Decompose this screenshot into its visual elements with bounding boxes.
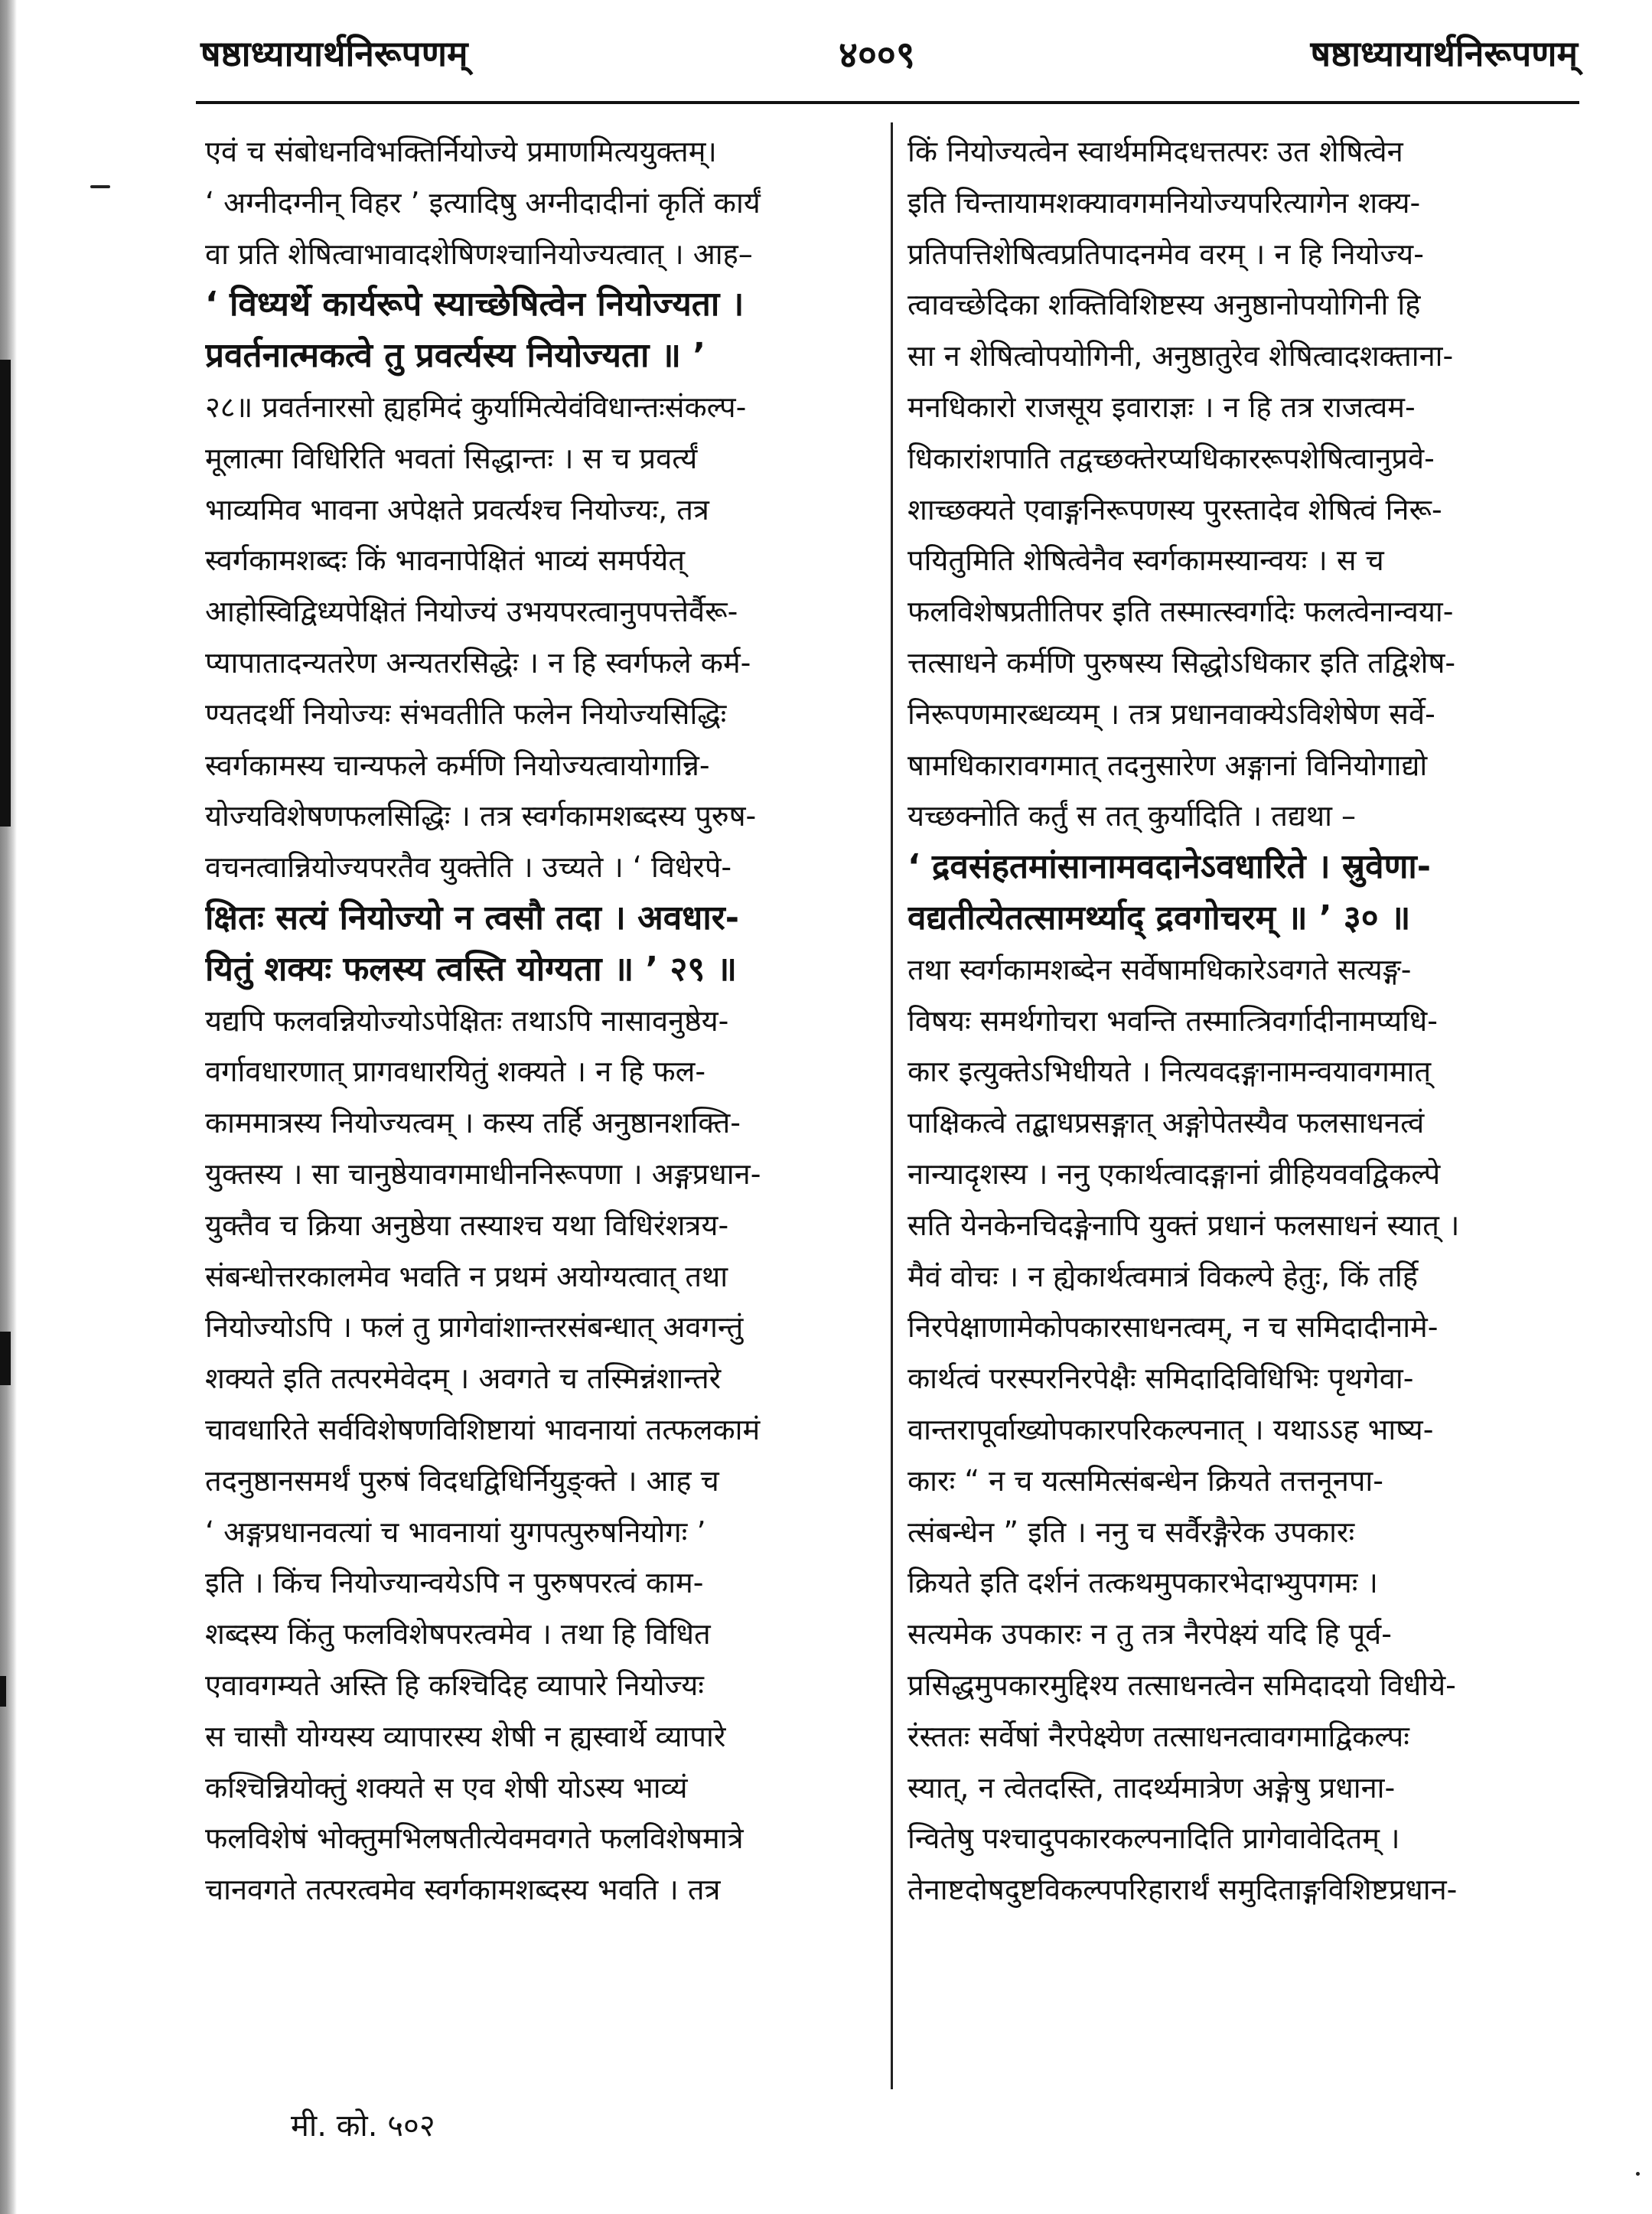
text-line: कश्चिन्नियोक्तुं शक्यते स एव शेषी योऽस्य भाव्यं bbox=[205, 1770, 688, 1805]
text-line: धिकारांशपाति तद्वच्छक्तेरप्यधिकाररूपशेषित्वानुप्रवे- bbox=[907, 441, 1435, 475]
text-line: विषयः समर्थगोचरा भवन्ति तस्मात्त्रिवर्गादीनामप्यधि- bbox=[907, 1003, 1438, 1038]
text-line: शब्दस्य किंतु फलविशेषपरत्वमेव । तथा हि विधित bbox=[205, 1617, 711, 1652]
text-line: क्षितः सत्यं नियोज्यो न त्वसौ तदा । अवधार- bbox=[205, 898, 739, 937]
text-line: संबन्धोत्तरकालमेव भवति न प्रथमं अयोग्यत्वात् तथा bbox=[205, 1259, 728, 1293]
text-line: त्वावच्छेदिका शक्तिविशिष्टस्य अनुष्ठानोपयोगिनी हि bbox=[907, 288, 1421, 322]
text-line: वचनत्वान्नियोज्यपरतैव युक्तेति । उच्यते । ‘ विधेरपे- bbox=[205, 850, 732, 885]
text-line: सा न शेषित्वोपयोगिनी, अनुष्ठातुरेव शेषित्वादशक्ताना- bbox=[907, 339, 1454, 373]
header-title-right: षष्ठाध्यायार्थनिरूपणम् bbox=[1310, 33, 1578, 74]
text-line: मूलात्मा विधिरिति भवतां सिद्धान्तः । स च प्रवर्त्यं bbox=[205, 441, 698, 475]
text-line: भाव्यमिव भावना अपेक्षते प्रवर्त्यश्च नियोज्यः, तत्र bbox=[205, 492, 709, 527]
text-line: शाच्छक्यते एवाङ्गनिरूपणस्य पुरस्तादेव शेषित्वं निरू- bbox=[907, 492, 1442, 527]
text-line: ‘ द्रवसंहतमांसानामवदानेऽवधारिते । स्रुवेणा- bbox=[907, 847, 1432, 887]
header-title-left: षष्ठाध्यायार्थनिरूपणम् bbox=[200, 33, 468, 74]
text-line: युक्तैव च क्रिया अनुष्ठेया तस्याश्च यथा विधिरंशत्रय- bbox=[205, 1208, 729, 1242]
footer-signature: मी. को. ५०२ bbox=[291, 2108, 435, 2144]
text-line: वद्यतीत्येतत्सामर्थ्याद् द्रवगोचरम् ॥ ’ ३० ॥ bbox=[907, 898, 1411, 937]
binding-shadow bbox=[0, 0, 17, 2214]
text-line: वान्तरापूर्वाख्योपकारपरिकल्पनात् । यथाऽऽह भाष्य- bbox=[907, 1412, 1434, 1446]
text-line: इति चिन्तायामशक्यावगमनियोज्यपरित्यागेन शक्य- bbox=[907, 185, 1421, 220]
text-line: त्तत्साधने कर्मणि पुरुषस्य सिद्धोऽधिकार इति तद्विशेष- bbox=[907, 645, 1456, 680]
text-line: आहोस्विद्विध्यपेक्षितं नियोज्यं उभयपरत्वानुपपत्तेर्वैरू- bbox=[205, 595, 738, 629]
text-line: क्रियते इति दर्शनं तत्कथमुपकारभेदाभ्युपगमः । bbox=[907, 1566, 1378, 1600]
text-line: काममात्रस्य नियोज्यत्वम् । कस्य तर्हि अनुष्ठानशक्ति- bbox=[205, 1106, 741, 1140]
text-line: शक्यते इति तत्परमेवेदम् । अवगते च तस्मिन्नंशान्तरे bbox=[205, 1361, 722, 1396]
column-divider bbox=[891, 122, 893, 2089]
scan-speck bbox=[90, 185, 110, 188]
header-rule bbox=[196, 101, 1579, 104]
text-line: पयितुमिति शेषित्वेनैव स्वर्गकामस्यान्वयः । स च bbox=[907, 543, 1384, 578]
text-line: सति येनकेनचिदङ्गेनापि युक्तं प्रधानं फलसाधनं स्यात् । bbox=[907, 1208, 1460, 1242]
text-line: योज्यविशेषणफलसिद्धिः । तत्र स्वर्गकामशब्दस्य पुरुष- bbox=[205, 799, 757, 833]
text-line: कारः “ न च यत्समित्संबन्धेन क्रियते तत्तनूनपा- bbox=[907, 1463, 1383, 1498]
left-column bbox=[205, 126, 869, 1916]
running-header bbox=[200, 29, 1578, 90]
text-line: स्वर्गकामस्य चान्यफले कर्मणि नियोज्यत्वायोगान्नि- bbox=[205, 748, 710, 782]
text-line: ‘ अग्नीदग्नीन् विहर ’ इत्यादिषु अग्नीदादीनां कृतिं कार्यं bbox=[205, 185, 761, 220]
text-line: निरूपणमारब्धव्यम् । तत्र प्रधानवाक्येऽविशेषेण सर्वे- bbox=[907, 696, 1435, 731]
text-line: कार्थत्वं परस्परनिरपेक्षैः समिदादिविधिभिः पृथगेवा- bbox=[907, 1361, 1414, 1396]
text-line: वर्गावधारणात् प्रागवधारयितुं शक्यते । न हि फल- bbox=[205, 1055, 706, 1089]
text-line: फलविशेषं भोक्तुमभिलषतीत्येवमवगते फलविशेषमात्रे bbox=[205, 1821, 744, 1856]
binding-mark bbox=[0, 1676, 6, 1707]
text-line: चावधारिते सर्वविशेषणविशिष्टायां भावनायां तत्फलकामं bbox=[205, 1412, 761, 1446]
text-line: मैवं वोचः । न ह्येकार्थत्वमात्रं विकल्पे हेतुः, किं तर्हि bbox=[907, 1259, 1419, 1293]
text-line: यद्यपि फलवन्नियोज्योऽपेक्षितः तथाऽपि नासावनुष्ठेय- bbox=[205, 1003, 729, 1038]
text-line: नियोज्योऽपि । फलं तु प्रागेवांशान्तरसंबन्धात् अवगन्तुं bbox=[205, 1310, 744, 1345]
text-line: युक्तस्य । सा चानुष्ठेयावगमाधीननिरूपणा । अङ्गप्रधान- bbox=[205, 1156, 761, 1191]
binding-mark bbox=[0, 360, 11, 827]
text-line: मनधिकारो राजसूय इवाराज्ञः । न हि तत्र राजत्वम- bbox=[907, 390, 1416, 424]
text-line: तदनुष्ठानसमर्थं पुरुषं विदधद्विधिर्नियुङ्क्ते । आह च bbox=[205, 1463, 719, 1498]
page-number: ४००९ bbox=[839, 34, 915, 77]
text-line: स्वर्गकामशब्दः किं भावनापेक्षितं भाव्यं समर्पयेत् bbox=[205, 543, 685, 578]
text-line: नान्यादृशस्य । ननु एकार्थत्वादङ्गानां व्रीहियववद्विकल्पे bbox=[907, 1156, 1441, 1191]
text-line: यच्छक्नोति कर्तुं स तत् कुर्यादिति । तद्यथा – bbox=[907, 799, 1357, 833]
text-line: तेनाष्टदोषदुष्टविकल्पपरिहारार्थं समुदिताङ्गविशिष्टप्रधान- bbox=[907, 1873, 1458, 1907]
text-line: सत्यमेक उपकारः न तु तत्र नैरपेक्ष्यं यदि हि पूर्व- bbox=[907, 1617, 1392, 1652]
text-line: प्रतिपत्तिशेषित्वप्रतिपादनमेव वरम् । न हि नियोज्य- bbox=[907, 236, 1424, 271]
text-line: स्यात्, न त्वेतदस्ति, तादर्थ्यमात्रेण अङ्गेषु प्रधाना- bbox=[907, 1770, 1396, 1805]
text-line: प्यापातादन्यतरेण अन्यतरसिद्धेः । न हि स्वर्गफले कर्म- bbox=[205, 645, 751, 680]
binding-mark bbox=[0, 1332, 11, 1385]
text-line: यितुं शक्यः फलस्य त्वस्ति योग्यता ॥ ’ २९ ॥ bbox=[205, 949, 737, 989]
text-line: चानवगते तत्परत्वमेव स्वर्गकामशब्दस्य भवति । तत्र bbox=[205, 1873, 721, 1907]
text-line: तथा स्वर्गकामशब्देन सर्वेषामधिकारेऽवगते सत्यङ्ग- bbox=[907, 952, 1412, 986]
text-line: ण्यतदर्थी नियोज्यः संभवतीति फलेन नियोज्यसिद्धिः bbox=[205, 696, 727, 731]
text-line: त्संबन्धेन ” इति । ननु च सर्वैरङ्गैरेक उपकारः bbox=[907, 1515, 1355, 1549]
text-line: प्रवर्तनात्मकत्वे तु प्रवर्त्यस्य नियोज्यता ॥ ’ bbox=[205, 336, 706, 376]
text-line: वा प्रति शेषित्वाभावादशेषिणश्चानियोज्यत्वात् । आह– bbox=[205, 236, 753, 271]
text-line: प्रसिद्धमुपकारमुद्दिश्य तत्साधनत्वेन समिदादयो विधीये- bbox=[907, 1668, 1456, 1702]
text-line: इति । किंच नियोज्यान्वयेऽपि न पुरुषपरत्वं काम- bbox=[205, 1566, 704, 1600]
text-line: फलविशेषप्रतीतिपर इति तस्मात्स्वर्गादेः फलत्वेनान्वया- bbox=[907, 595, 1454, 629]
text-line: निरपेक्षाणामेकोपकारसाधनत्वम्, न च समिदादीनामे- bbox=[907, 1310, 1439, 1345]
text-line: २८॥ प्रवर्तनारसो ह्यहमिदं कुर्यामित्येवंविधान्तःसंकल्प- bbox=[205, 390, 747, 424]
text-line: स चासौ योग्यस्य व्यापारस्य शेषी न ह्यस्वार्थे व्यापारे bbox=[205, 1719, 726, 1753]
text-line: कार इत्युक्तेऽभिधीयते । नित्यवदङ्गानामन्वयावगमात् bbox=[907, 1055, 1432, 1089]
text-line: ‘ अङ्गप्रधानवत्यां च भावनायां युगपत्पुरुषनियोगः ’ bbox=[205, 1515, 706, 1549]
text-line: न्वितेषु पश्चादुपकारकल्पनादिति प्रागेवावेदितम् । bbox=[907, 1821, 1400, 1856]
text-line: एवं च संबोधनविभक्तिर्नियोज्ये प्रमाणमित्ययुक्तम्। bbox=[205, 135, 717, 168]
text-line: षामधिकारावगमात् तदनुसारेण अङ्गानां विनियोगाद्यो bbox=[907, 748, 1428, 782]
text-line: पाक्षिकत्वे तद्बाधप्रसङ्गात् अङ्गोपेतस्यैव फलसाधनत्वं bbox=[907, 1106, 1425, 1140]
text-line: ‘ विध्यर्थे कार्यरूपे स्याच्छेषित्वेन नियोज्यता । bbox=[205, 285, 745, 324]
text-line: किं नियोज्यत्वेन स्वार्थममिदधत्तत्परः उत शेषित्वेन bbox=[907, 135, 1403, 168]
text-line: रंस्ततः सर्वेषां नैरपेक्ष्येण तत्साधनत्वावगमाद्विकल्पः bbox=[907, 1719, 1409, 1753]
right-column bbox=[907, 126, 1581, 1916]
text-line: एवावगम्यते अस्ति हि कश्चिदिह व्यापारे नियोज्यः bbox=[205, 1668, 704, 1702]
scan-speck bbox=[1636, 2172, 1640, 2176]
